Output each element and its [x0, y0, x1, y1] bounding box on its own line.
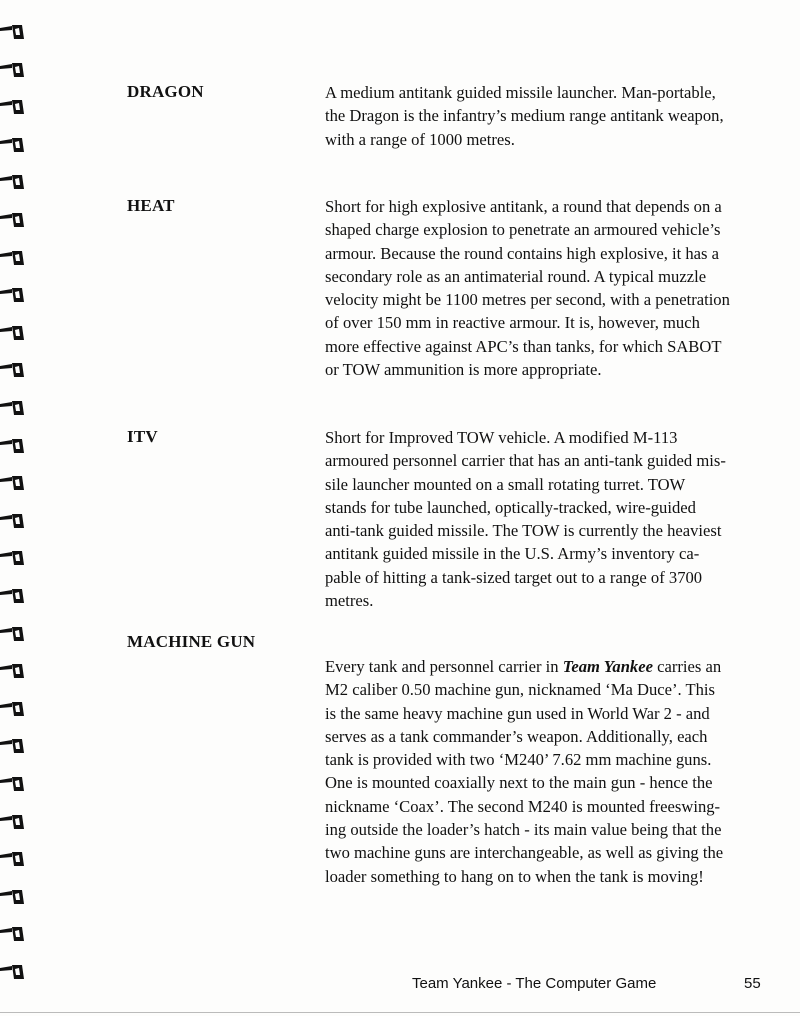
binding-ring	[0, 962, 26, 982]
definition-line: the Dragon is the infantry’s medium range antitank weapon,	[325, 106, 724, 126]
definition-line: antitank guided missile in the U.S. Army’s inventory ca-	[325, 544, 700, 564]
definition-machine-gun	[325, 655, 774, 888]
binding-ring	[0, 624, 26, 644]
definition-line: two machine guns are interchangeable, as well as giving the	[325, 843, 724, 863]
definition-line: Short for Improved TOW vehicle. A modified M-113	[325, 428, 678, 447]
footer-title: Team Yankee - The Computer Game	[412, 975, 657, 992]
binding-ring	[0, 436, 26, 456]
binding-ring	[0, 473, 26, 493]
definition-line: Short for high explosive antitank, a round that depends on a	[325, 197, 722, 216]
binding-ring	[0, 210, 26, 230]
binding-ring	[0, 586, 26, 606]
binding-ring	[0, 548, 26, 568]
definition-line: secondary role as an antimaterial round. A typical muzzle	[325, 266, 707, 286]
binding-ring	[0, 774, 26, 794]
definition-line: or TOW ammunition is more appropriate.	[325, 360, 602, 380]
term-machine-gun: MACHINE GUN	[127, 632, 256, 651]
definition-heat	[325, 195, 774, 381]
definition-line	[325, 655, 774, 678]
definition-itv	[325, 426, 774, 612]
binding-ring	[0, 849, 26, 869]
definition-line: stands for tube launched, optically-tracked, wire-guided	[325, 497, 696, 517]
binding-ring	[0, 736, 26, 756]
definition-line: tank is provided with two ‘M240’ 7.62 mm machine guns.	[325, 750, 712, 770]
definition-line: pable of hitting a tank-sized target out to a range of 3700	[325, 567, 703, 587]
binding-ring	[0, 699, 26, 719]
binding-ring	[0, 135, 26, 155]
definition-line: serves as a tank commander’s weapon. Additionally, each	[325, 726, 708, 746]
binding-ring	[0, 22, 26, 42]
binding-ring	[0, 323, 26, 343]
definition-line: loader something to hang on to when the tank is moving!	[325, 866, 704, 886]
page-edge-divider	[0, 1012, 800, 1013]
line-text: carries an	[652, 657, 722, 676]
definition-line: M2 caliber 0.50 machine gun, nicknamed ‘Ma Duce’. This	[325, 680, 715, 700]
game-title-emphasis: Team Yankee	[562, 657, 653, 676]
definition-line: nickname ‘Coax’. The second M240 is mounted freeswing-	[325, 796, 721, 816]
binding-ring	[0, 661, 26, 681]
binding-ring	[0, 248, 26, 268]
definition-line: armour. Because the round contains high explosive, it has a	[325, 243, 720, 263]
binding-ring	[0, 285, 26, 305]
definition-line: One is mounted coaxially next to the main gun - hence the	[325, 773, 713, 793]
page-number: 55	[744, 975, 761, 992]
binding-ring	[0, 60, 26, 80]
binding-ring	[0, 812, 26, 832]
binding-ring	[0, 398, 26, 418]
definition-line: A medium antitank guided missile launcher. Man-portable,	[325, 83, 716, 102]
definition-line: is the same heavy machine gun used in World War 2 - and	[325, 703, 710, 723]
definition-line: of over 150 mm in reactive armour. It is, however, much	[325, 313, 700, 333]
binding-ring	[0, 172, 26, 192]
line-text: Every tank and personnel carrier in	[325, 657, 563, 676]
definition-line: armoured personnel carrier that has an anti-tank guided mis-	[325, 451, 726, 471]
spiral-binding	[0, 0, 30, 1016]
definition-line: anti-tank guided missile. The TOW is currently the heaviest	[325, 521, 722, 541]
term-heat: HEAT	[127, 196, 175, 215]
definition-line: sile launcher mounted on a small rotating turret. TOW	[325, 474, 686, 494]
term-itv: ITV	[127, 427, 158, 446]
binding-ring	[0, 887, 26, 907]
binding-ring	[0, 924, 26, 944]
definition-line: with a range of 1000 metres.	[325, 129, 515, 149]
term-dragon: DRAGON	[127, 82, 204, 101]
definition-line: more effective against APC’s than tanks, for which SABOT	[325, 336, 722, 356]
definition-line: ing outside the loader’s hatch - its main value being that the	[325, 820, 722, 840]
definition-dragon	[325, 81, 774, 151]
binding-ring	[0, 97, 26, 117]
binding-ring	[0, 511, 26, 531]
definition-line: velocity might be 1100 metres per second, with a penetration	[325, 290, 730, 310]
definition-line: shaped charge explosion to penetrate an armoured vehicle’s	[325, 220, 721, 240]
binding-ring	[0, 360, 26, 380]
definition-line: metres.	[325, 591, 374, 611]
